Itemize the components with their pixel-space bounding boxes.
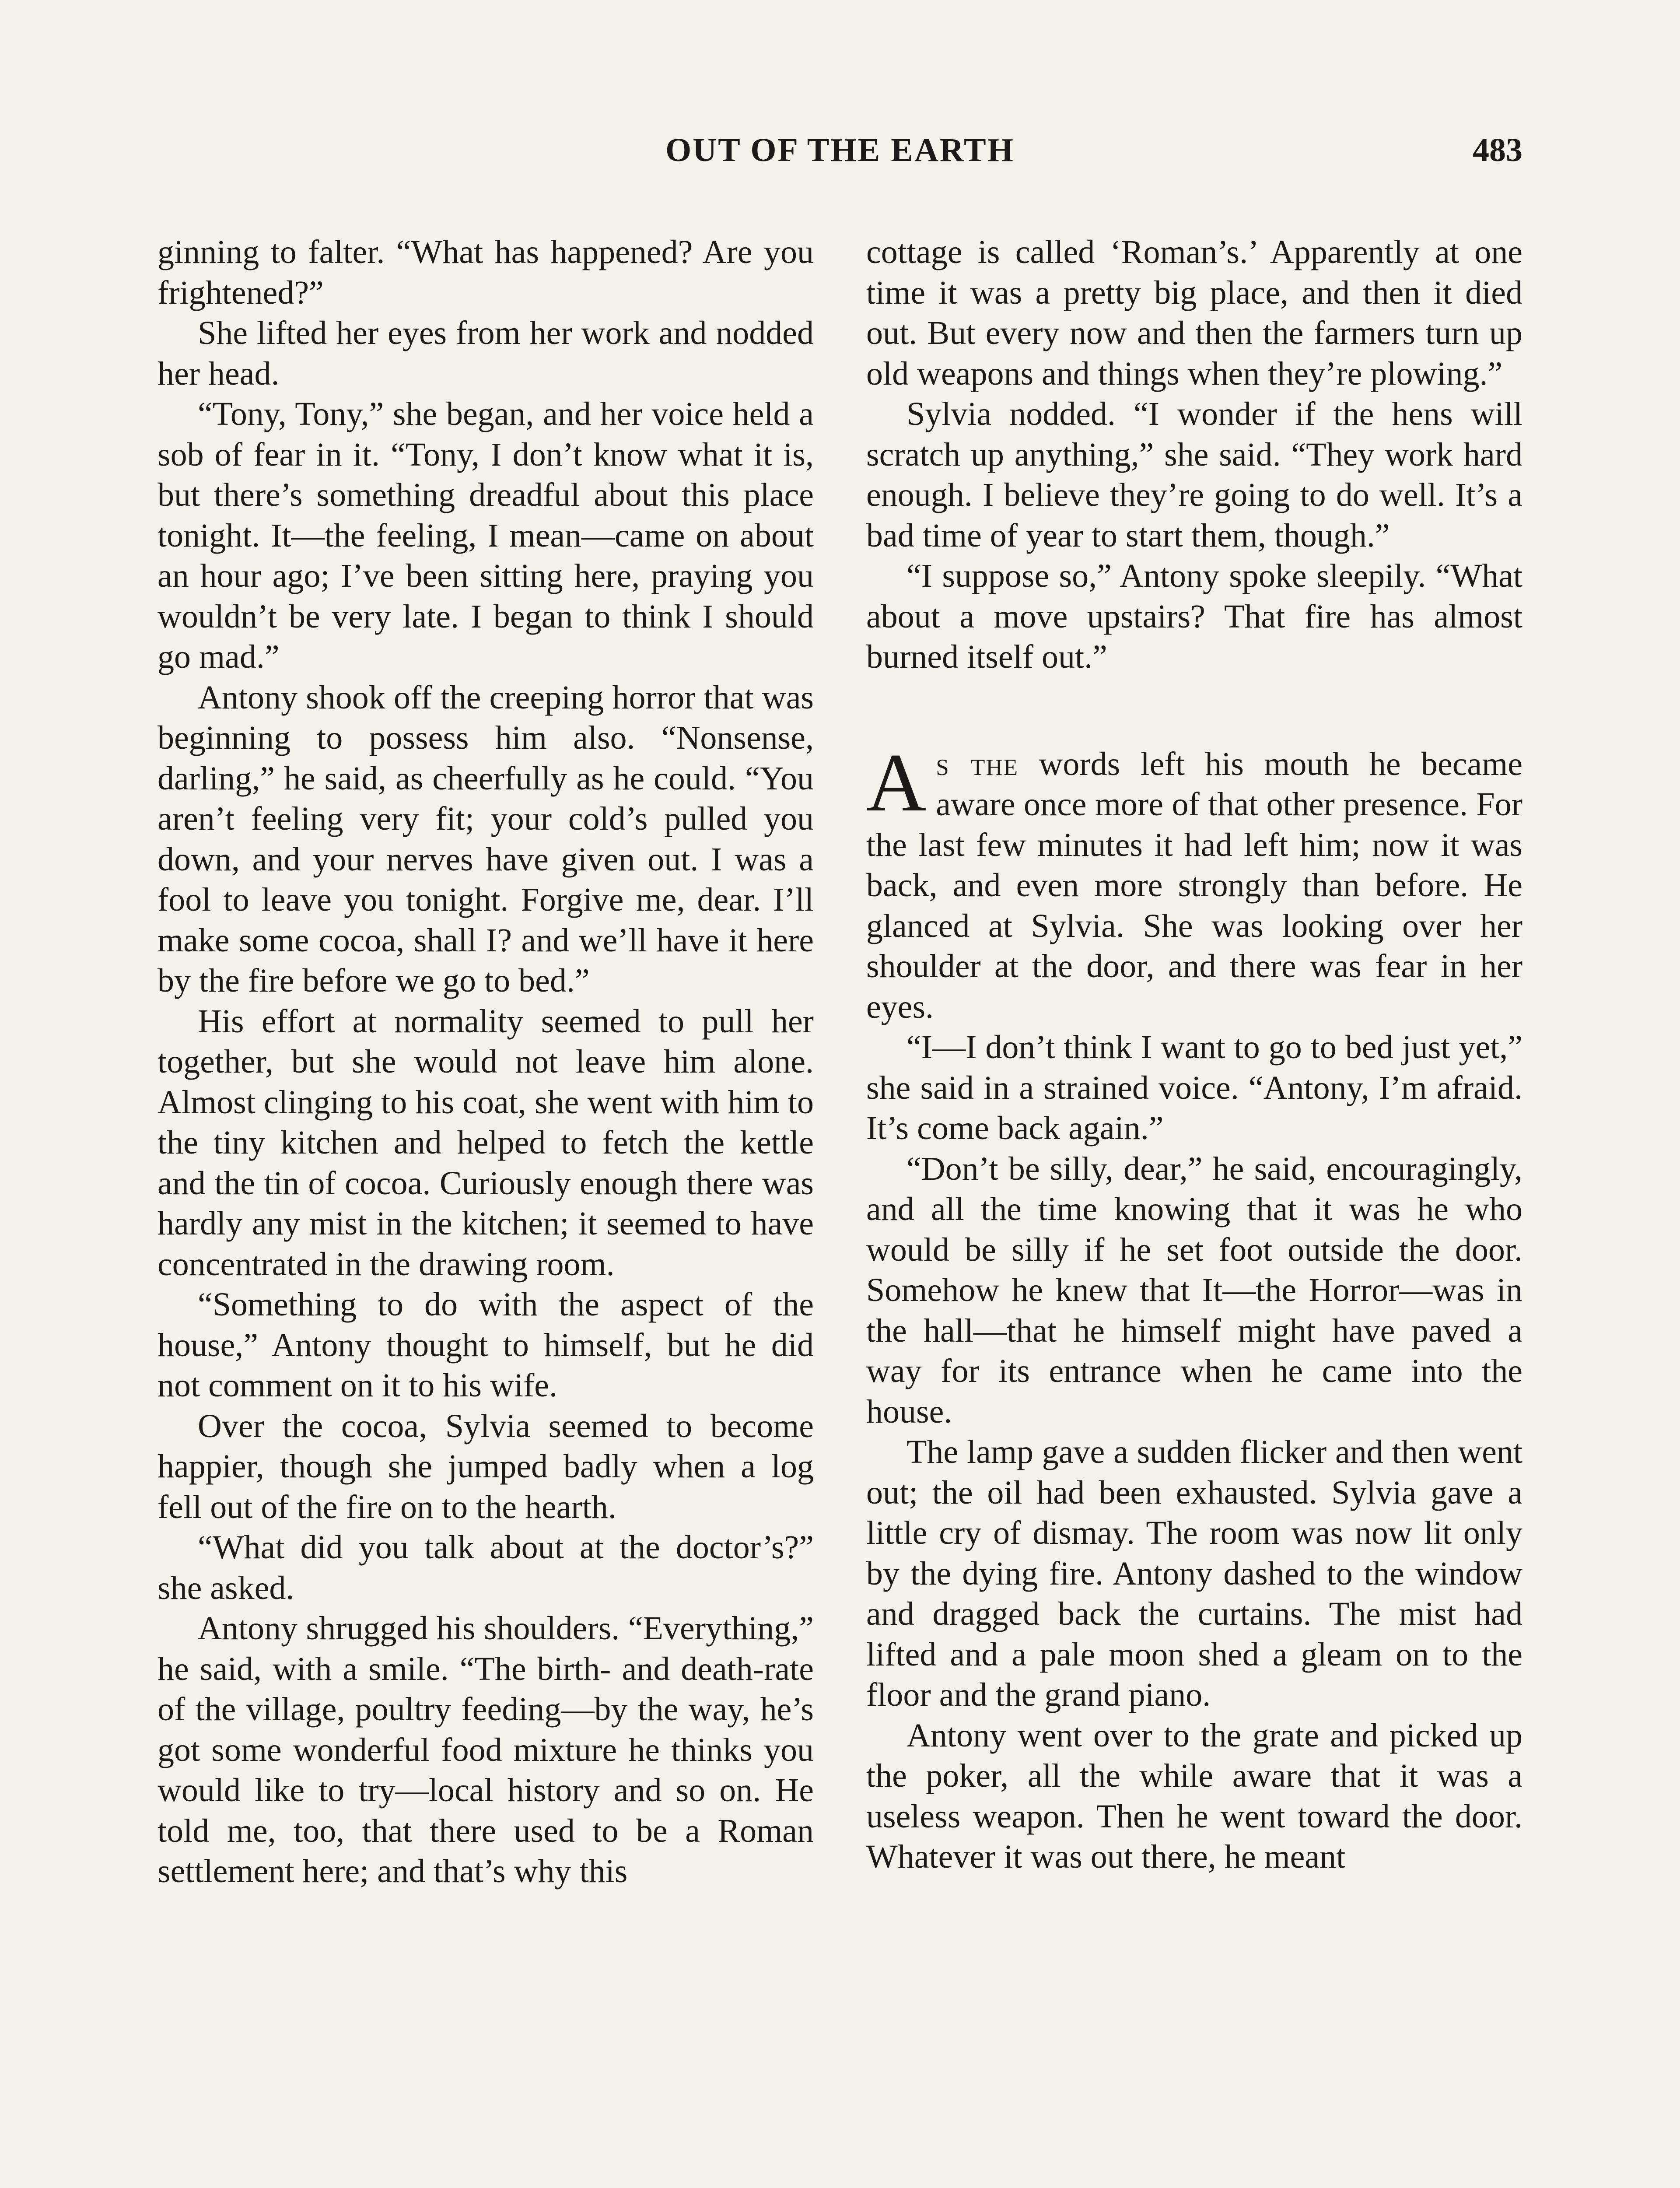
page-number: 483: [1473, 132, 1522, 168]
paragraph: Over the cocoa, Sylvia seemed to become happier, though she jumped badly when a log fell out of the fire on to the hearth.: [158, 1407, 814, 1525]
paragraph: cottage is called ‘Roman’s.’ Apparently at one time it was a pretty big place, and then it died out. But every now and then the farmers turn up old weapons and things when they’re plowing.”: [866, 234, 1522, 392]
drop-cap: A: [866, 736, 927, 829]
paragraph: Antony went over to the grate and picked up the poker, all the while aware that it was a useless weapon. Then he went toward the door. Whatever it was out there, he meant: [866, 1717, 1522, 1875]
paragraph: “Don’t be silly, dear,” he said, encouragingly, and all the time knowing that it was he who would be silly if he set foot outside the door. Somehow he knew that It—the Horror—was in the hall—that he himself might have paved a way for its entrance when he came into the house.: [866, 1150, 1522, 1430]
section-text: words left his mouth he became aware once more of that other presence. For the last few minutes it had left him; now it was back, and even more strongly than before. He glanced at Sylvia. She was looking over her shoulder at the door, and there was fear in her eyes.: [866, 745, 1523, 1025]
small-caps-lead: s the: [936, 745, 1019, 782]
paragraph: She lifted her eyes from her work and nodded her head.: [158, 315, 814, 392]
running-title: OUT OF THE EARTH: [665, 132, 1015, 168]
page-header: [158, 131, 1522, 179]
paragraph: The lamp gave a sudden flicker and then went out; the oil had been exhausted. Sylvia gave a little cry of dismay. The room was now lit only by the dying fire. Antony dashed to the window and dragged back the curtains. The mist had lifted and a pale moon shed a gleam on to the floor and the grand piano.: [866, 1434, 1522, 1713]
right-column: [866, 232, 1522, 1877]
paragraph: Antony shook off the creeping horror that was beginning to possess him also. “Nonsense, darling,” he said, as cheerfully as he could. “You aren’t feeling very fit; your cold’s pulled you down, and your nerves have given out. I was a fool to leave you tonight. Forgive me, dear. I’ll make some cocoa, shall I? and we’ll have it here by the fire before we go to bed.”: [158, 679, 814, 999]
paragraph: “What did you talk about at the doctor’s?” she asked.: [158, 1529, 814, 1606]
paragraph: “Something to do with the aspect of the house,” Antony thought to himself, but he did not comment on it to his wife.: [158, 1286, 814, 1404]
section-opening-paragraph: [866, 736, 1523, 1027]
left-column: [158, 232, 814, 1892]
paragraph: “I—I don’t think I want to go to bed just yet,” she said in a strained voice. “Antony, I’m afraid. It’s come back again.”: [866, 1029, 1522, 1147]
paragraph: “I suppose so,” Antony spoke sleepily. “What about a move upstairs? That fire has almost burned itself out.”: [866, 558, 1522, 675]
paragraph: ginning to falter. “What has happened? Are you frightened?”: [158, 234, 814, 311]
paragraph: Sylvia nodded. “I wonder if the hens will scratch up anything,” she said. “They work hard enough. I believe they’re going to do well. It’s a bad time of year to start them, though.”: [866, 396, 1522, 554]
paragraph: Antony shrugged his shoulders. “Everything,” he said, with a smile. “The birth- and death-rate of the village, poultry feeding—by the way, he’s got some wonderful food mixture he thinks you would like to try—local history and so on. He told me, too, that there used to be a Roman settlement here; and that’s why this: [158, 1610, 814, 1890]
paragraph: His effort at normality seemed to pull her together, but she would not leave him alone. Almost clinging to his coat, she went with him to the tiny kitchen and helped to fetch the kettle and the tin of cocoa. Curiously enough there was hardly any mist in the kitchen; it seemed to have concentrated in the drawing room.: [158, 1003, 814, 1283]
paragraph: “Tony, Tony,” she began, and her voice held a sob of fear in it. “Tony, I don’t know what it is, but there’s something dreadful about this place tonight. It—the feeling, I mean—came on about an hour ago; I’ve been sitting here, praying you wouldn’t be very late. I began to think I should go mad.”: [158, 396, 814, 675]
